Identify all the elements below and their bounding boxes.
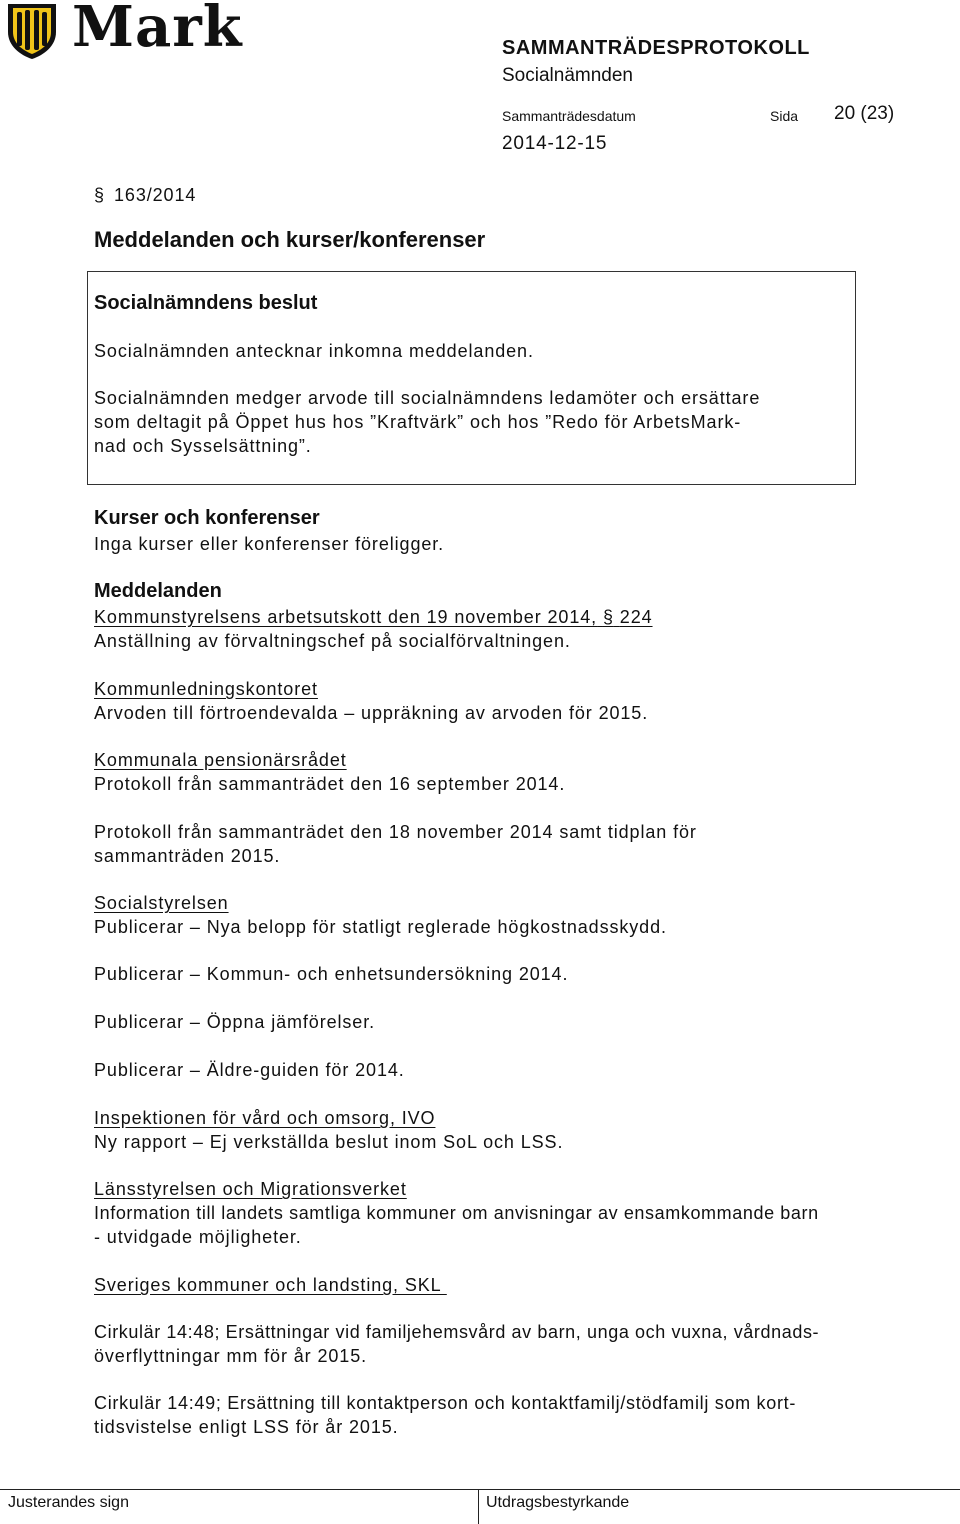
message-text: Publicerar – Äldre-guiden för 2014. (94, 1060, 405, 1080)
message-source: Sveriges kommuner och landsting, SKL (94, 1275, 447, 1295)
logo (4, 0, 244, 62)
message-text: tidsvistelse enligt LSS för år 2015. (94, 1417, 399, 1437)
section-number (94, 183, 196, 207)
message-text: Publicerar – Kommun- och enhetsundersökning 2014. (94, 964, 569, 984)
message-text: sammanträden 2015. (94, 846, 281, 866)
message-text: Ny rapport – Ej verkställda beslut inom SoL och LSS. (94, 1132, 564, 1152)
logo-text: Mark (72, 0, 243, 60)
message-text: överflyttningar mm för år 2015. (94, 1346, 368, 1366)
message-text: Information till landets samtliga kommuner om anvisningar av ensamkommande barn (94, 1203, 819, 1223)
footer-utdragsbestyrkande: Utdragsbestyrkande (486, 1494, 630, 1511)
footer-column-divider (478, 1489, 479, 1524)
meeting-date-label: Sammanträdesdatum (502, 108, 636, 124)
coat-of-arms-icon (4, 2, 60, 60)
decision-heading: Socialnämndens beslut (94, 292, 318, 314)
message-text: Protokoll från sammanträdet den 18 november 2014 samt tidplan för (94, 822, 697, 842)
message-text: Publicerar – Nya belopp för statligt reglerade högkostnadsskydd. (94, 917, 667, 937)
section-title: Meddelanden och kurser/konferenser (94, 227, 486, 252)
message-source: Kommunledningskontoret (94, 679, 318, 699)
paragraph-symbol: § (602, 607, 614, 627)
message-source: Socialstyrelsen (94, 893, 229, 913)
messages-heading: Meddelanden (94, 580, 222, 602)
meeting-date: 2014-12-15 (502, 133, 608, 154)
board-name: Socialnämnden (502, 65, 633, 86)
message-text: Cirkulär 14:48; Ersättningar vid familjehemsvård av barn, unga och vuxna, vårdnads- (94, 1322, 820, 1342)
decision-line: som deltagit på Öppet hus hos ”Kraftvärk” och hos ”Redo för ArbetsMark- (94, 412, 742, 432)
courses-text: Inga kurser eller konferenser föreligger. (94, 534, 445, 554)
message-source: Kommunala pensionärsrådet (94, 750, 347, 770)
footer-justerandes-sign: Justerandes sign (8, 1494, 129, 1511)
message-text: - utvidgade möjligheter. (94, 1227, 302, 1247)
decision-line: nad och Sysselsättning”. (94, 436, 312, 456)
message-source: Länsstyrelsen och Migrationsverket (94, 1179, 407, 1199)
paragraph-number: 224 (619, 607, 653, 627)
document-type-title: SAMMANTRÄDESPROTOKOLL (502, 37, 810, 59)
message-text: Arvoden till förtroendevalda – uppräkning av arvoden för 2015. (94, 703, 649, 723)
message-source: Inspektionen för vård och omsorg, IVO (94, 1108, 436, 1128)
page-number: 20 (23) (834, 103, 895, 124)
message-text: Anställning av förvaltningschef på socialförvaltningen. (94, 631, 571, 651)
message-text: Cirkulär 14:49; Ersättning till kontaktperson och kontaktfamilj/stödfamilj som kort- (94, 1393, 797, 1413)
courses-heading: Kurser och konferenser (94, 507, 320, 529)
page-label: Sida (770, 108, 799, 124)
message-text: Protokoll från sammanträdet den 16 september 2014. (94, 774, 566, 794)
message-text: Publicerar – Öppna jämförelser. (94, 1012, 376, 1032)
footer-divider (0, 1489, 960, 1490)
section-number-text: 163/2014 (114, 185, 197, 205)
message-source (94, 605, 653, 629)
decision-line: Socialnämnden antecknar inkomna meddelanden. (94, 341, 534, 361)
decision-line: Socialnämnden medger arvode till socialnämndens ledamöter och ersättare (94, 388, 761, 408)
message-source-text: Kommunstyrelsens arbetsutskott den 19 november 2014, (94, 607, 598, 627)
paragraph-symbol: § (94, 185, 105, 205)
